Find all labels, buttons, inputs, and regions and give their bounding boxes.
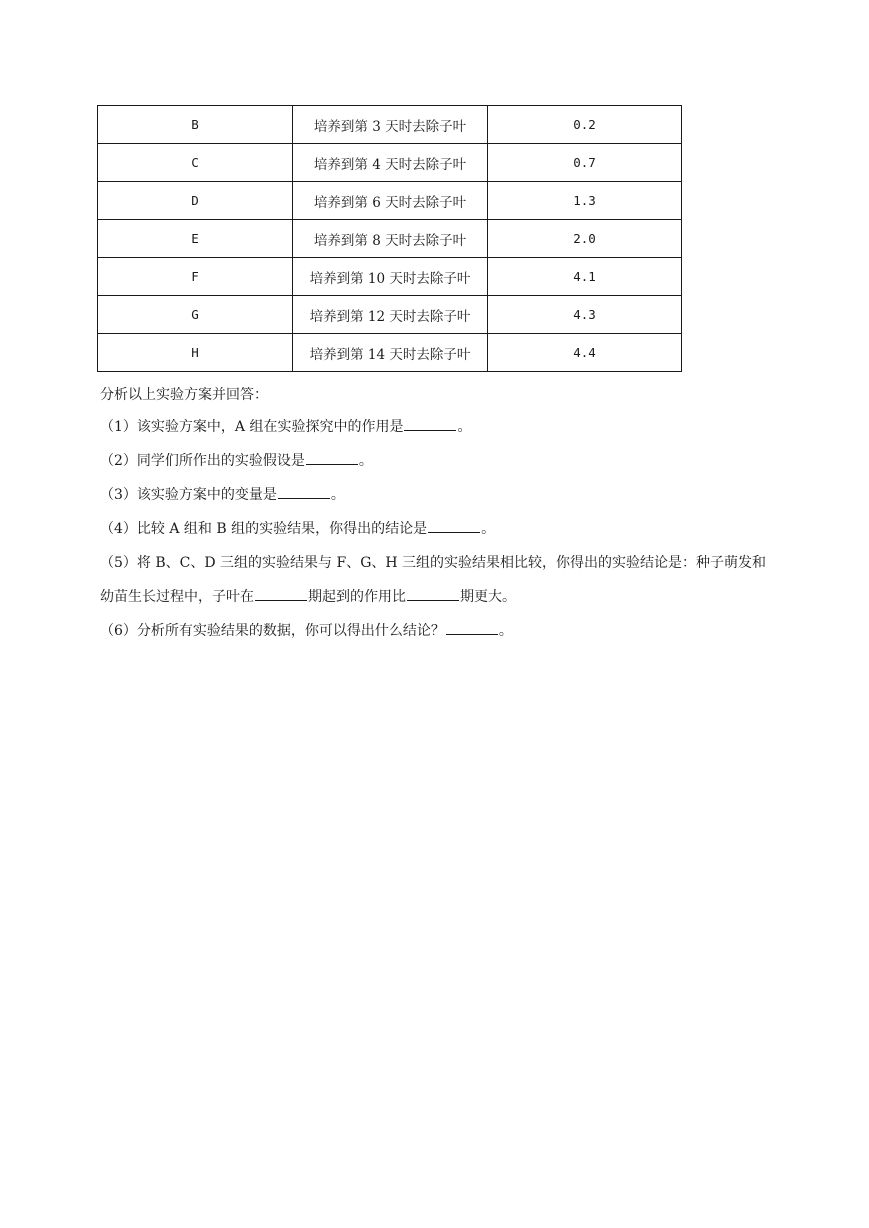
- table-row: [98, 334, 682, 372]
- question-list: [100, 380, 800, 648]
- group-cell: E: [98, 220, 293, 258]
- value-cell: 0.7: [488, 144, 682, 182]
- value-cell: 0.2: [488, 106, 682, 144]
- question-2-end: 。: [358, 453, 373, 469]
- answer-blank[interactable]: [404, 416, 456, 431]
- results-table: [97, 105, 682, 372]
- question-6: [100, 614, 800, 648]
- answer-blank[interactable]: [446, 620, 498, 635]
- question-2-text: （2）同学们所作出的实验假设是: [100, 453, 305, 469]
- answer-blank[interactable]: [428, 518, 480, 533]
- answer-blank[interactable]: [407, 586, 459, 601]
- group-cell: D: [98, 182, 293, 220]
- question-5-line-2: [100, 580, 800, 614]
- table-row: [98, 106, 682, 144]
- question-6-end: 。: [498, 623, 513, 639]
- question-3-end: 。: [330, 487, 345, 503]
- question-5-line-1: （5）将 B、C、D 三组的实验结果与 F、G、H 三组的实验结果相比较，你得出的实验结论是：种子萌发和: [100, 555, 767, 571]
- question-1-end: 。: [457, 419, 472, 435]
- question-2: [100, 444, 800, 478]
- group-cell: B: [98, 106, 293, 144]
- table-row: [98, 296, 682, 334]
- question-5-text-a: 幼苗生长过程中，子叶在: [100, 589, 254, 605]
- question-4: [100, 512, 800, 546]
- question-1-text: （1）该实验方案中，A 组在实验探究中的作用是: [100, 419, 404, 435]
- answer-blank[interactable]: [306, 450, 358, 465]
- group-cell: C: [98, 144, 293, 182]
- question-5-text-c: 期更大。: [460, 589, 516, 605]
- answer-blank[interactable]: [278, 484, 330, 499]
- treatment-cell: 培养到第 14 天时去除子叶: [293, 334, 488, 372]
- treatment-cell: 培养到第 8 天时去除子叶: [293, 220, 488, 258]
- question-5-text-b: 期起到的作用比: [308, 589, 406, 605]
- treatment-cell: 培养到第 4 天时去除子叶: [293, 144, 488, 182]
- group-cell: F: [98, 258, 293, 296]
- treatment-cell: 培养到第 6 天时去除子叶: [293, 182, 488, 220]
- question-4-end: 。: [481, 521, 496, 537]
- question-6-text: （6）分析所有实验结果的数据，你可以得出什么结论？: [100, 623, 445, 639]
- value-cell: 1.3: [488, 182, 682, 220]
- question-4-text: （4）比较 A 组和 B 组的实验结果，你得出的结论是: [100, 521, 428, 537]
- table-row: [98, 220, 682, 258]
- question-1: [100, 410, 800, 444]
- table-row: [98, 144, 682, 182]
- value-cell: 4.4: [488, 334, 682, 372]
- value-cell: 4.3: [488, 296, 682, 334]
- question-3-text: （3）该实验方案中的变量是: [100, 487, 277, 503]
- group-cell: H: [98, 334, 293, 372]
- question-3: [100, 478, 800, 512]
- questions-intro: 分析以上实验方案并回答：: [100, 387, 268, 403]
- answer-blank[interactable]: [255, 586, 307, 601]
- treatment-cell: 培养到第 12 天时去除子叶: [293, 296, 488, 334]
- value-cell: 4.1: [488, 258, 682, 296]
- table-row: [98, 258, 682, 296]
- treatment-cell: 培养到第 10 天时去除子叶: [293, 258, 488, 296]
- group-cell: G: [98, 296, 293, 334]
- table-row: [98, 182, 682, 220]
- value-cell: 2.0: [488, 220, 682, 258]
- treatment-cell: 培养到第 3 天时去除子叶: [293, 106, 488, 144]
